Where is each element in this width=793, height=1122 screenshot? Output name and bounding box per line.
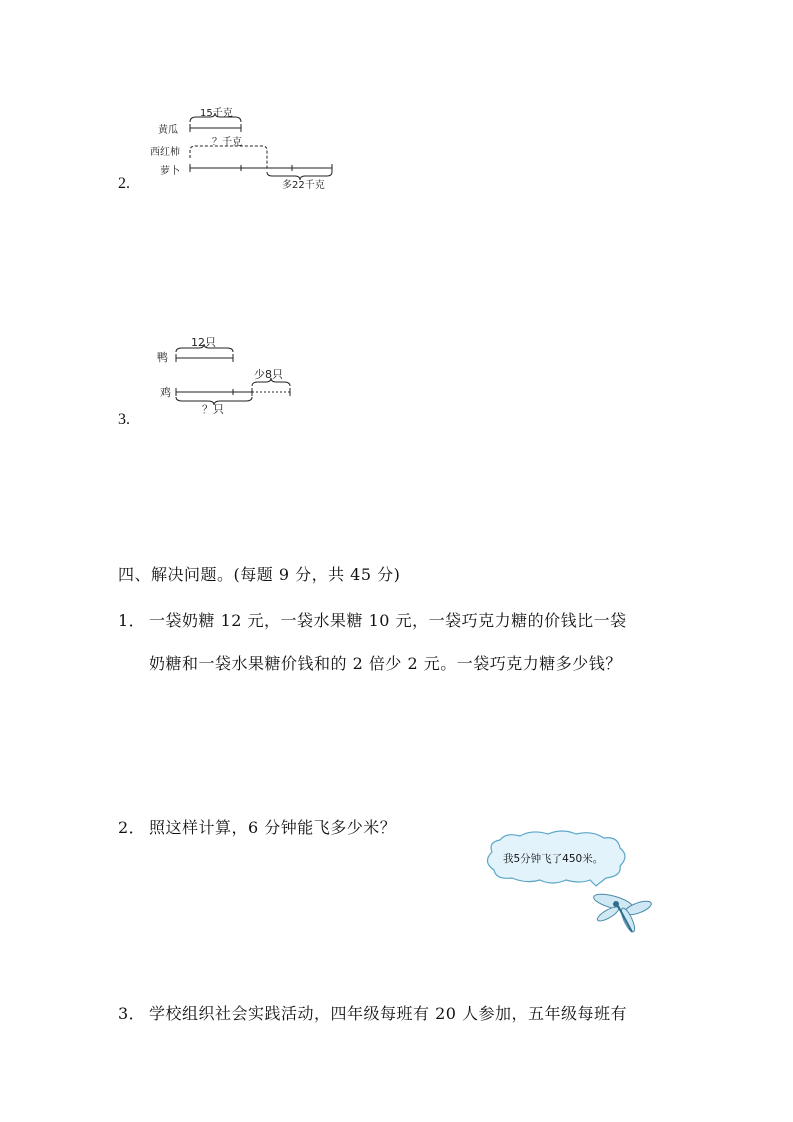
question3-line1: 学校组织社会实践活动，四年级每班有 20 人参加，五年级每班有 (149, 1004, 628, 1023)
row-label-chicken: 鸡 (160, 386, 171, 399)
question3-number: 3． (118, 1004, 146, 1023)
label-cucumber-weight: 15千克 (200, 108, 233, 119)
label-radish-extra: 多22千克 (282, 180, 325, 191)
question2-number: 2． (118, 818, 146, 837)
question1-number: 1． (118, 611, 146, 630)
label-less-count: 少8只 (254, 368, 283, 381)
diagram3-number: 3. (118, 411, 130, 428)
question1-line2: 奶糖和一袋水果糖价钱和的 2 倍少 2 元。一袋巧克力糖多少钱？ (149, 654, 622, 673)
diagram2-number: 2. (118, 175, 130, 192)
label-tomato-weight: ？千克 (212, 137, 242, 148)
label-chicken-count: ？只 (202, 403, 224, 416)
question2-text: 照这样计算，6 分钟能飞多少米？ (149, 818, 397, 837)
speech-bubble-text: 我5分钟飞了450米。 (503, 853, 604, 865)
row-label-duck: 鸭 (157, 351, 168, 364)
section-heading: 四、解决问题。(每题 9 分，共 45 分) (118, 565, 401, 584)
question1-line1: 一袋奶糖 12 元，一袋水果糖 10 元，一袋巧克力糖的价钱比一袋 (149, 611, 627, 630)
row-label-tomato: 西红柿 (150, 147, 180, 158)
row-label-cucumber: 黄瓜 (158, 125, 178, 136)
label-duck-count: 12只 (191, 336, 216, 349)
row-label-radish: 萝卜 (160, 166, 180, 177)
